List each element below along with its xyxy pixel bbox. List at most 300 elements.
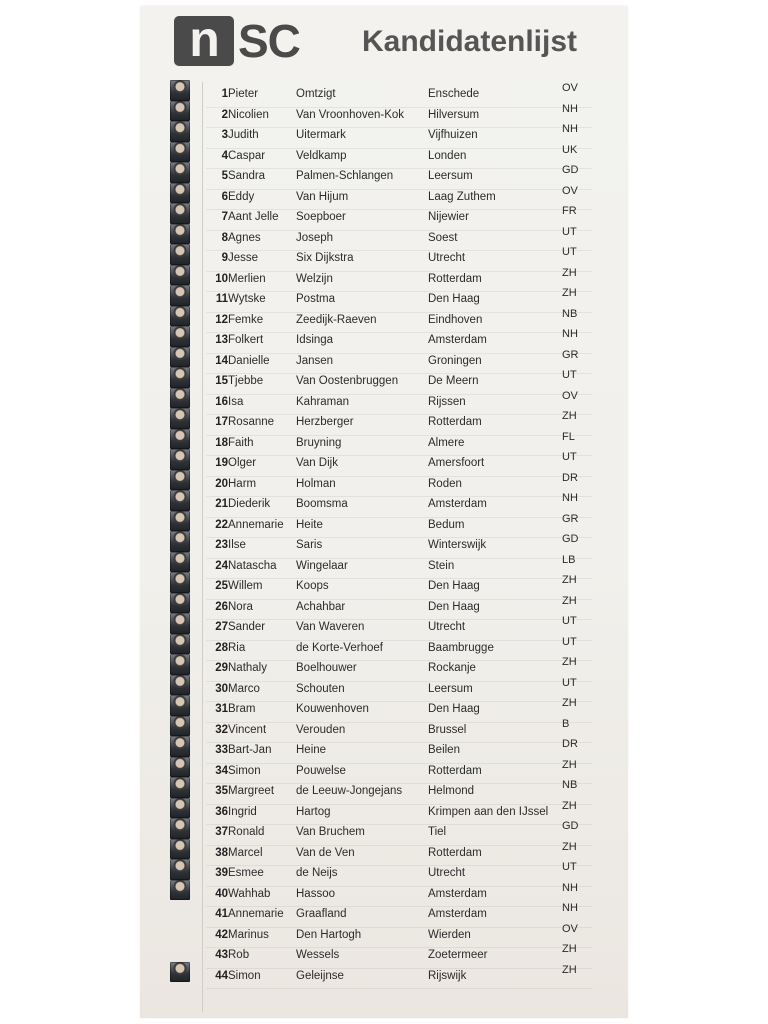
candidate-city: Nijewier bbox=[428, 211, 469, 223]
candidate-province: ZH bbox=[562, 758, 577, 771]
candidate-number: 2 bbox=[221, 108, 228, 121]
candidate-city: Rotterdam bbox=[428, 764, 482, 777]
nsc-logo-sc: SC bbox=[238, 15, 300, 67]
row-separator bbox=[206, 414, 592, 415]
candidate-last-name: Bruyning bbox=[296, 436, 342, 449]
table-row bbox=[140, 799, 628, 827]
candidate-city: Utrecht bbox=[428, 252, 466, 264]
table-row bbox=[140, 758, 628, 786]
row-separator bbox=[206, 906, 592, 907]
candidate-last-name: Van Dijk bbox=[296, 457, 338, 469]
candidate-number: 30 bbox=[215, 682, 228, 695]
table-row bbox=[140, 615, 628, 642]
table-row bbox=[140, 102, 628, 130]
candidate-city: Den Haag bbox=[428, 580, 480, 592]
candidate-first-name: Faith bbox=[228, 436, 254, 449]
candidate-province: GD bbox=[562, 164, 579, 176]
candidate-first-name: Eddy bbox=[228, 190, 255, 203]
candidate-table bbox=[140, 82, 628, 990]
candidate-first-name: Nora bbox=[228, 600, 253, 613]
candidate-province: ZH bbox=[562, 799, 577, 812]
row-separator bbox=[206, 804, 592, 805]
candidate-first-name: Judith bbox=[228, 129, 259, 141]
candidate-province: OV bbox=[562, 184, 578, 197]
candidate-city: Utrecht bbox=[428, 867, 466, 879]
row-separator bbox=[206, 865, 592, 866]
candidate-number: 4 bbox=[221, 149, 228, 162]
candidate-province: UT bbox=[562, 369, 577, 381]
candidate-city: Enschede bbox=[428, 88, 480, 100]
row-separator bbox=[206, 250, 592, 251]
row-separator bbox=[206, 988, 592, 989]
candidate-city: Londen bbox=[428, 149, 467, 162]
candidate-number: 44 bbox=[215, 969, 228, 982]
candidate-province: ZH bbox=[562, 410, 577, 422]
row-separator bbox=[206, 578, 592, 579]
candidate-number: 7 bbox=[221, 211, 228, 223]
page-title: Kandidatenlijst bbox=[362, 25, 578, 58]
candidate-city: Stein bbox=[428, 559, 455, 572]
candidate-province: ZH bbox=[562, 656, 577, 668]
candidate-city: Amsterdam bbox=[428, 498, 487, 510]
candidate-province: UK bbox=[562, 143, 578, 156]
candidate-last-name: Koops bbox=[296, 580, 329, 592]
candidate-last-name: Van Oostenbruggen bbox=[296, 375, 399, 387]
candidate-first-name: Rosanne bbox=[228, 416, 275, 428]
row-separator bbox=[206, 496, 592, 497]
candidate-province: DR bbox=[562, 471, 578, 484]
candidate-number: 43 bbox=[215, 949, 228, 961]
row-separator bbox=[206, 107, 592, 108]
table-row bbox=[140, 184, 628, 212]
candidate-last-name: Idsinga bbox=[296, 334, 334, 346]
candidate-last-name: Soepboer bbox=[296, 211, 346, 223]
table-row bbox=[140, 574, 628, 601]
table-row bbox=[140, 410, 628, 437]
candidate-number: 27 bbox=[215, 621, 228, 633]
candidate-last-name: de Korte-Verhoef bbox=[296, 641, 383, 654]
candidate-last-name: Joseph bbox=[296, 231, 334, 244]
candidate-first-name: Simon bbox=[228, 764, 261, 777]
candidate-first-name: Diederik bbox=[228, 498, 271, 510]
candidate-city: Brussel bbox=[428, 723, 467, 736]
row-separator bbox=[206, 127, 592, 128]
candidate-city: Amsterdam bbox=[428, 887, 487, 900]
candidate-first-name: Sandra bbox=[228, 170, 266, 182]
candidate-city: Wierden bbox=[428, 928, 471, 941]
candidate-first-name: Willem bbox=[228, 580, 263, 592]
candidate-province: GD bbox=[562, 820, 579, 832]
candidate-number: 8 bbox=[221, 231, 228, 244]
candidate-number: 20 bbox=[215, 477, 228, 490]
candidate-city: Helmond bbox=[428, 785, 475, 797]
candidate-city: Soest bbox=[428, 231, 458, 244]
candidate-last-name: Van Hijum bbox=[296, 190, 349, 203]
candidate-province: UT bbox=[562, 246, 577, 258]
candidate-first-name: Annemarie bbox=[228, 518, 284, 531]
candidate-province: DR bbox=[562, 738, 578, 750]
candidate-city: Krimpen aan den IJssel bbox=[428, 805, 549, 818]
table-row bbox=[140, 225, 628, 253]
candidate-last-name: Den Hartogh bbox=[296, 928, 362, 941]
nsc-logo-n: n bbox=[174, 16, 234, 66]
candidate-number: 3 bbox=[221, 129, 228, 141]
row-separator bbox=[206, 845, 592, 846]
row-separator bbox=[206, 373, 592, 374]
candidate-province: NH bbox=[562, 881, 578, 894]
candidate-last-name: Holman bbox=[296, 477, 336, 490]
candidate-number: 42 bbox=[215, 928, 228, 941]
table-row bbox=[140, 287, 628, 314]
table-row bbox=[140, 840, 628, 868]
candidate-list-sheet bbox=[140, 6, 628, 1018]
row-separator bbox=[206, 660, 592, 661]
candidate-first-name: Pieter bbox=[228, 88, 259, 100]
row-separator bbox=[206, 353, 592, 354]
table-row bbox=[140, 943, 628, 970]
row-separator bbox=[206, 291, 592, 292]
candidate-last-name: Hassoo bbox=[296, 887, 335, 900]
row-separator bbox=[206, 476, 592, 477]
candidate-province: ZH bbox=[562, 943, 577, 955]
candidate-number: 34 bbox=[215, 764, 228, 777]
candidate-number: 33 bbox=[215, 744, 228, 756]
candidate-province: OV bbox=[562, 922, 578, 935]
candidate-last-name: de Neijs bbox=[296, 867, 338, 879]
candidate-province: ZH bbox=[562, 287, 577, 299]
candidate-number: 17 bbox=[215, 416, 228, 428]
table-row bbox=[140, 717, 628, 745]
candidate-last-name: Boelhouwer bbox=[296, 662, 357, 674]
candidate-city: Den Haag bbox=[428, 293, 480, 305]
candidate-city: Amsterdam bbox=[428, 334, 487, 346]
candidate-city: Rotterdam bbox=[428, 416, 482, 428]
candidate-last-name: Geleijnse bbox=[296, 969, 344, 982]
table-row bbox=[140, 123, 628, 150]
candidate-last-name: Van Bruchem bbox=[296, 826, 365, 838]
candidate-city: Leersum bbox=[428, 170, 473, 182]
candidate-number: 5 bbox=[221, 170, 228, 182]
candidate-last-name: de Leeuw-Jongejans bbox=[296, 785, 403, 797]
candidate-first-name: Simon bbox=[228, 969, 261, 982]
candidate-first-name: Tjebbe bbox=[228, 375, 264, 387]
row-separator bbox=[206, 271, 592, 272]
candidate-city: Rotterdam bbox=[428, 272, 482, 285]
candidate-city: Baambrugge bbox=[428, 641, 494, 654]
candidate-city: Rockanje bbox=[428, 662, 476, 674]
candidate-number: 12 bbox=[215, 313, 228, 326]
row-separator bbox=[206, 824, 592, 825]
row-separator bbox=[206, 599, 592, 600]
candidate-first-name: Nathaly bbox=[228, 662, 267, 674]
candidate-first-name: Sander bbox=[228, 621, 266, 633]
table-row bbox=[140, 389, 628, 417]
candidate-city: Utrecht bbox=[428, 621, 466, 633]
table-row bbox=[140, 82, 628, 109]
row-separator bbox=[206, 742, 592, 743]
candidate-province: GR bbox=[562, 512, 579, 525]
candidate-number: 15 bbox=[215, 375, 228, 387]
candidate-province: UT bbox=[562, 225, 577, 238]
candidate-city: Amersfoort bbox=[428, 457, 485, 469]
table-row bbox=[140, 594, 628, 622]
candidate-city: De Meern bbox=[428, 375, 479, 387]
candidate-city: Vijfhuizen bbox=[428, 129, 478, 141]
table-row bbox=[140, 164, 628, 191]
row-separator bbox=[206, 681, 592, 682]
candidate-last-name: Herzberger bbox=[296, 416, 354, 428]
candidate-last-name: Welzijn bbox=[296, 272, 333, 285]
candidate-first-name: Ilse bbox=[228, 539, 246, 551]
candidate-city: Tiel bbox=[428, 826, 447, 838]
candidate-last-name: Hartog bbox=[296, 805, 331, 818]
candidate-number: 35 bbox=[215, 785, 228, 797]
candidate-first-name: Folkert bbox=[228, 334, 264, 346]
candidate-province: NH bbox=[562, 902, 578, 914]
candidate-number: 25 bbox=[215, 580, 228, 592]
candidate-number: 29 bbox=[215, 662, 228, 674]
candidate-province: NH bbox=[562, 492, 578, 504]
candidate-province: ZH bbox=[562, 574, 577, 586]
candidate-first-name: Caspar bbox=[228, 149, 266, 162]
table-row bbox=[140, 492, 628, 519]
candidate-number: 41 bbox=[215, 908, 228, 920]
candidate-number: 40 bbox=[215, 887, 228, 900]
table-row bbox=[140, 205, 628, 232]
candidate-city: Leersum bbox=[428, 682, 473, 695]
candidate-province: ZH bbox=[562, 266, 577, 279]
candidate-first-name: Bart-Jan bbox=[228, 744, 272, 756]
candidate-last-name: Uitermark bbox=[296, 129, 346, 141]
candidate-last-name: Van Waveren bbox=[296, 621, 365, 633]
candidate-last-name: Achahbar bbox=[296, 600, 346, 613]
candidate-province: NB bbox=[562, 779, 578, 791]
candidate-last-name: Van de Ven bbox=[296, 846, 355, 859]
candidate-first-name: Marco bbox=[228, 682, 260, 695]
candidate-number: 16 bbox=[215, 395, 228, 408]
candidate-city: Roden bbox=[428, 477, 462, 490]
candidate-number: 6 bbox=[221, 190, 228, 203]
candidate-city: Hilversum bbox=[428, 108, 480, 121]
candidate-last-name: Wessels bbox=[296, 949, 340, 961]
candidate-city: Zoetermeer bbox=[428, 949, 488, 961]
candidate-city: Groningen bbox=[428, 354, 482, 367]
table-row bbox=[140, 369, 628, 396]
candidate-province: UT bbox=[562, 635, 577, 648]
candidate-number: 9 bbox=[221, 252, 228, 264]
candidate-first-name: Olger bbox=[228, 457, 257, 469]
candidate-province: NB bbox=[562, 307, 578, 320]
candidate-number: 10 bbox=[215, 272, 228, 285]
candidate-city: Almere bbox=[428, 436, 465, 449]
candidate-first-name: Margreet bbox=[228, 785, 275, 797]
candidate-province: FR bbox=[562, 205, 577, 217]
candidate-last-name: Boomsma bbox=[296, 498, 348, 510]
table-row bbox=[140, 307, 628, 335]
candidate-last-name: Omtzigt bbox=[296, 88, 336, 100]
candidate-last-name: Kahraman bbox=[296, 395, 350, 408]
candidate-first-name: Rob bbox=[228, 949, 250, 961]
candidate-last-name: Saris bbox=[296, 539, 323, 551]
candidate-province: LB bbox=[562, 553, 576, 566]
candidate-last-name: Van Vroonhoven-Kok bbox=[296, 108, 405, 121]
table-row bbox=[140, 143, 628, 171]
table-row bbox=[140, 820, 628, 847]
candidate-city: Eindhoven bbox=[428, 313, 483, 326]
table-row bbox=[140, 922, 628, 950]
candidate-first-name: Femke bbox=[228, 313, 264, 326]
table-row bbox=[140, 635, 628, 663]
candidate-province: UT bbox=[562, 676, 577, 689]
table-row bbox=[140, 451, 628, 478]
candidate-last-name: Kouwenhoven bbox=[296, 703, 369, 715]
table-row bbox=[140, 328, 628, 355]
candidate-province: NH bbox=[562, 328, 578, 340]
candidate-province: OV bbox=[562, 82, 578, 94]
candidate-first-name: Marinus bbox=[228, 928, 269, 941]
candidate-province: ZH bbox=[562, 963, 577, 976]
candidate-first-name: Jesse bbox=[228, 252, 259, 264]
header bbox=[174, 11, 614, 68]
row-separator bbox=[206, 783, 592, 784]
candidate-last-name: Verouden bbox=[296, 723, 346, 736]
table-row bbox=[140, 348, 628, 376]
candidate-province: NH bbox=[562, 102, 578, 115]
candidate-last-name: Six Dijkstra bbox=[296, 252, 354, 264]
candidate-last-name: Palmen-Schlangen bbox=[296, 170, 394, 182]
candidate-province: B bbox=[562, 717, 570, 730]
row-separator bbox=[206, 927, 592, 928]
candidate-number: 13 bbox=[215, 334, 228, 346]
row-separator bbox=[206, 312, 592, 313]
table-row bbox=[140, 266, 628, 294]
table-row bbox=[140, 963, 628, 991]
candidate-number: 31 bbox=[215, 703, 228, 715]
candidate-number: 38 bbox=[215, 846, 228, 859]
candidate-province: GD bbox=[562, 533, 579, 545]
table-row bbox=[140, 861, 628, 888]
row-separator bbox=[206, 189, 592, 190]
candidate-first-name: Ingrid bbox=[228, 805, 257, 818]
candidate-last-name: Heite bbox=[296, 518, 323, 531]
candidate-city: Bedum bbox=[428, 518, 465, 531]
candidate-city: Rijswijk bbox=[428, 969, 467, 982]
candidate-first-name: Vincent bbox=[228, 723, 267, 736]
candidate-province: FL bbox=[562, 430, 575, 443]
candidate-number: 18 bbox=[215, 436, 228, 449]
candidate-number: 37 bbox=[215, 826, 228, 838]
candidate-province: NH bbox=[562, 123, 578, 135]
candidate-province: UT bbox=[562, 861, 577, 873]
table-row bbox=[140, 512, 628, 540]
candidate-number: 19 bbox=[215, 457, 228, 469]
candidate-number: 22 bbox=[215, 518, 228, 531]
table-row bbox=[140, 533, 628, 560]
row-separator bbox=[206, 435, 592, 436]
row-separator bbox=[206, 168, 592, 169]
table-row bbox=[140, 697, 628, 724]
candidate-province: GR bbox=[562, 348, 579, 361]
table-row bbox=[140, 430, 628, 458]
row-separator bbox=[206, 558, 592, 559]
row-separator bbox=[206, 947, 592, 948]
candidate-city: Laag Zuthem bbox=[428, 190, 496, 203]
row-separator bbox=[206, 619, 592, 620]
row-separator bbox=[206, 517, 592, 518]
candidate-city: Den Haag bbox=[428, 703, 480, 715]
candidate-first-name: Annemarie bbox=[228, 908, 284, 920]
candidate-last-name: Graafland bbox=[296, 908, 347, 920]
candidate-city: Amsterdam bbox=[428, 908, 487, 920]
table-row bbox=[140, 553, 628, 581]
candidate-first-name: Aant Jelle bbox=[228, 211, 279, 223]
candidate-first-name: Natascha bbox=[228, 559, 277, 572]
row-separator bbox=[206, 701, 592, 702]
row-separator bbox=[206, 394, 592, 395]
candidate-city: Beilen bbox=[428, 744, 460, 756]
row-separator bbox=[206, 537, 592, 538]
candidate-number: 24 bbox=[215, 559, 228, 572]
table-row bbox=[140, 471, 628, 499]
table-row bbox=[140, 902, 628, 929]
row-separator bbox=[206, 722, 592, 723]
candidate-number: 14 bbox=[215, 354, 228, 367]
row-separator bbox=[206, 640, 592, 641]
candidate-first-name: Ronald bbox=[228, 826, 265, 838]
candidate-first-name: Ria bbox=[228, 641, 246, 654]
table-row bbox=[140, 881, 628, 909]
candidate-last-name: Pouwelse bbox=[296, 764, 346, 777]
candidate-province: ZH bbox=[562, 594, 577, 607]
candidate-first-name: Harm bbox=[228, 477, 257, 490]
candidate-number: 1 bbox=[221, 88, 228, 100]
row-separator bbox=[206, 455, 592, 456]
table-row bbox=[140, 676, 628, 704]
table-row bbox=[140, 779, 628, 806]
candidate-last-name: Schouten bbox=[296, 682, 345, 695]
candidate-first-name: Bram bbox=[228, 703, 256, 715]
candidate-number: 21 bbox=[215, 498, 228, 510]
row-separator bbox=[206, 332, 592, 333]
candidate-first-name: Esmee bbox=[228, 867, 264, 879]
row-separator bbox=[206, 968, 592, 969]
candidate-first-name: Isa bbox=[228, 395, 244, 408]
candidate-number: 39 bbox=[215, 867, 228, 879]
candidate-city: Winterswijk bbox=[428, 539, 487, 551]
row-separator bbox=[206, 209, 592, 210]
candidate-number: 32 bbox=[215, 723, 228, 736]
candidate-last-name: Jansen bbox=[296, 354, 334, 367]
candidate-province: UT bbox=[562, 451, 577, 463]
candidate-number: 23 bbox=[215, 539, 228, 551]
candidate-number: 11 bbox=[215, 293, 228, 305]
candidate-number: 36 bbox=[215, 805, 228, 818]
candidate-province: ZH bbox=[562, 840, 577, 853]
table-row bbox=[140, 246, 628, 273]
candidate-number: 28 bbox=[215, 641, 228, 654]
row-separator bbox=[206, 763, 592, 764]
row-separator bbox=[206, 886, 592, 887]
table-row bbox=[140, 738, 628, 765]
candidate-last-name: Postma bbox=[296, 293, 335, 305]
candidate-last-name: Heine bbox=[296, 744, 327, 756]
candidate-first-name: Nicolien bbox=[228, 108, 269, 121]
candidate-first-name: Agnes bbox=[228, 231, 261, 244]
candidate-first-name: Merlien bbox=[228, 272, 266, 285]
candidate-city: Den Haag bbox=[428, 600, 480, 613]
table-row bbox=[140, 656, 628, 683]
candidate-city: Rijssen bbox=[428, 395, 466, 408]
